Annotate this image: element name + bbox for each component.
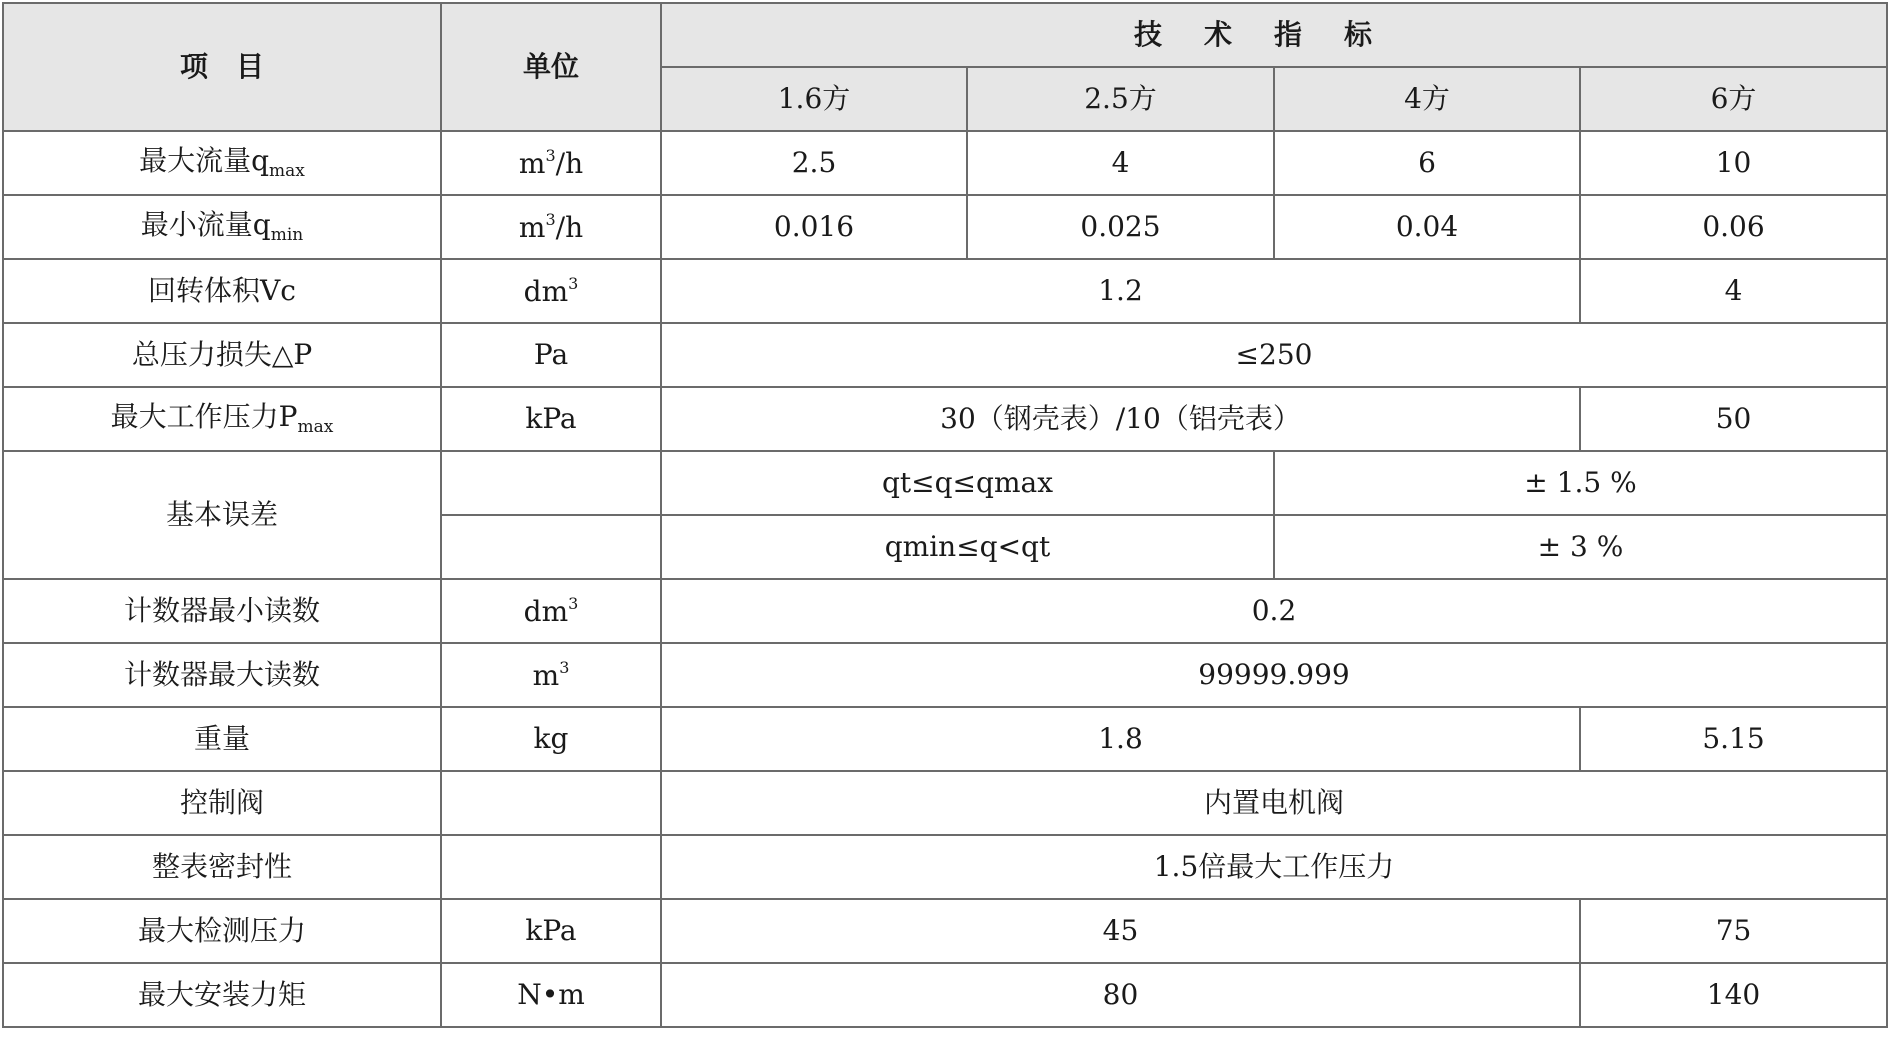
header-model-2-5: 2.5方 xyxy=(967,67,1274,131)
table-cell: 140 xyxy=(1580,963,1887,1027)
row-label: 控制阀 xyxy=(3,771,441,835)
table-cell: 80 xyxy=(661,963,1580,1027)
row-basic-error-1 xyxy=(3,451,1887,515)
table-cell: qt≤q≤qmax xyxy=(661,451,1274,515)
row-label: 最大检测压力 xyxy=(3,899,441,963)
row-label: 最小流量$q_{min}$ xyxy=(3,195,441,259)
row-label: 最大安装力矩 xyxy=(3,963,441,1027)
row-unit xyxy=(441,771,661,835)
table-cell: 4 xyxy=(967,131,1274,195)
row-unit xyxy=(441,451,661,515)
row-unit: $m^3$ xyxy=(441,643,661,707)
table-cell: 1.2 xyxy=(661,259,1580,323)
row-label: 计数器最大读数 xyxy=(3,643,441,707)
row-unit: kg xyxy=(441,707,661,771)
table-cell: 0.2 xyxy=(661,579,1887,643)
table-cell: 2.5 xyxy=(661,131,967,195)
table-cell: 1.8 xyxy=(661,707,1580,771)
row-max-flow xyxy=(3,131,1887,195)
table-cell: ≤250 xyxy=(661,323,1887,387)
table-cell: qmin≤q<qt xyxy=(661,515,1274,579)
table-cell: ± 3 % xyxy=(1274,515,1887,579)
table-cell: 30（钢壳表）/10（铝壳表） xyxy=(661,387,1580,451)
table-cell: 内置电机阀 xyxy=(661,771,1887,835)
row-sealing xyxy=(3,835,1887,899)
row-unit: N•m xyxy=(441,963,661,1027)
row-cyclic-volume xyxy=(3,259,1887,323)
table-cell: 5.15 xyxy=(1580,707,1887,771)
row-label: 最大工作压力$P_{max}$ xyxy=(3,387,441,451)
row-unit: $dm^3$ xyxy=(441,579,661,643)
spec-table xyxy=(2,2,1888,1028)
row-install-torque xyxy=(3,963,1887,1027)
row-counter-max xyxy=(3,643,1887,707)
header-model-1-6: 1.6方 xyxy=(661,67,967,131)
row-unit xyxy=(441,515,661,579)
table-cell: 10 xyxy=(1580,131,1887,195)
header-row xyxy=(3,3,1887,67)
row-test-pressure xyxy=(3,899,1887,963)
row-weight xyxy=(3,707,1887,771)
row-unit: $dm^3$ xyxy=(441,259,661,323)
row-label: 重量 xyxy=(3,707,441,771)
row-label: 计数器最小读数 xyxy=(3,579,441,643)
row-unit: kPa xyxy=(441,387,661,451)
table-cell: 6 xyxy=(1274,131,1580,195)
row-label: 回转体积Vc xyxy=(3,259,441,323)
row-label: 最大流量$q_{max}$ xyxy=(3,131,441,195)
table-cell: 99999.999 xyxy=(661,643,1887,707)
header-model-4: 4方 xyxy=(1274,67,1580,131)
table-cell: 75 xyxy=(1580,899,1887,963)
row-label: 整表密封性 xyxy=(3,835,441,899)
header-spec: 技术指标 xyxy=(661,3,1887,67)
row-unit: kPa xyxy=(441,899,661,963)
table-cell: 0.016 xyxy=(661,195,967,259)
header-unit: 单位 xyxy=(441,3,661,131)
row-unit xyxy=(441,835,661,899)
table-cell: 0.06 xyxy=(1580,195,1887,259)
table-cell: ± 1.5 % xyxy=(1274,451,1887,515)
row-unit: $m^3/h$ xyxy=(441,195,661,259)
row-control-valve xyxy=(3,771,1887,835)
header-item: 项 目 xyxy=(3,3,441,131)
table-cell: 50 xyxy=(1580,387,1887,451)
row-unit: $m^3/h$ xyxy=(441,131,661,195)
row-label: 基本误差 xyxy=(3,451,441,579)
row-unit: Pa xyxy=(441,323,661,387)
table-cell: 4 xyxy=(1580,259,1887,323)
table-cell: 45 xyxy=(661,899,1580,963)
row-min-flow xyxy=(3,195,1887,259)
table-cell: 1.5倍最大工作压力 xyxy=(661,835,1887,899)
row-pressure-loss xyxy=(3,323,1887,387)
table-cell: 0.04 xyxy=(1274,195,1580,259)
row-counter-min xyxy=(3,579,1887,643)
header-model-6: 6方 xyxy=(1580,67,1887,131)
row-label: 总压力损失△P xyxy=(3,323,441,387)
table-cell: 0.025 xyxy=(967,195,1274,259)
row-max-pressure xyxy=(3,387,1887,451)
